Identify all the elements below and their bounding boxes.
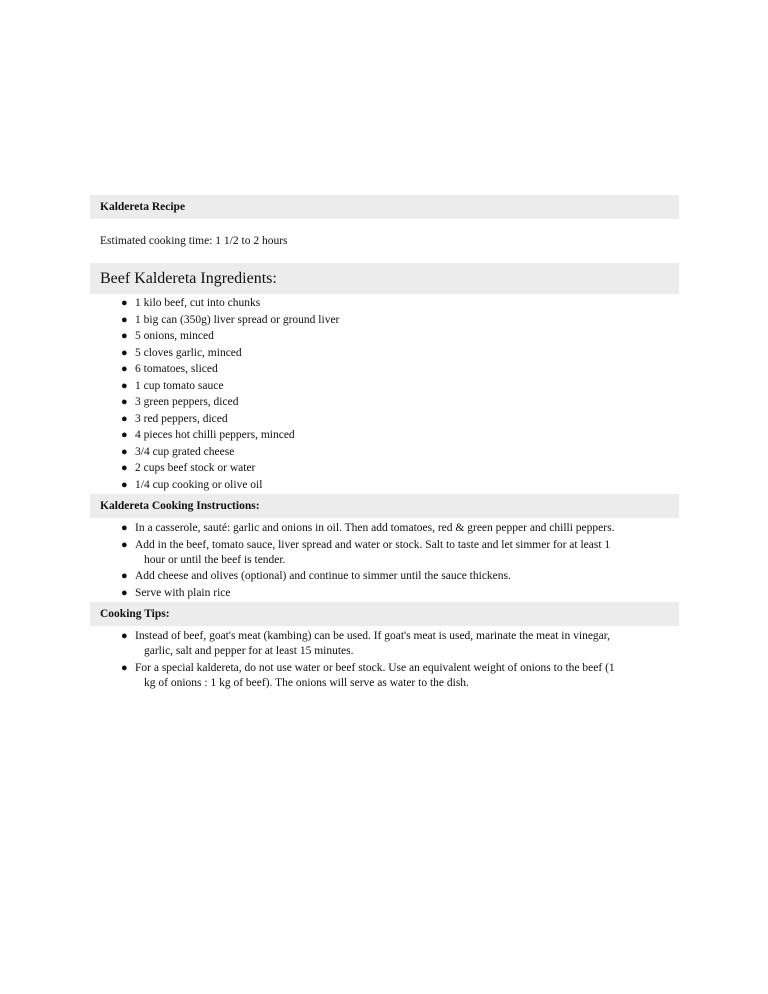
bullet-icon: ● xyxy=(121,570,128,582)
bullet-icon: ● xyxy=(121,538,128,551)
bullet-icon: ● xyxy=(121,346,128,359)
list-item: ● Instead of beef, goat's meat (kambing) can be used. If goat's meat is used, marinate the meat in vinegar, garlic, salt and pepper for at least 15 minutes. xyxy=(121,630,611,657)
bullet-icon: ● xyxy=(121,379,128,392)
list-item: ● 1/4 cup cooking or olive oil xyxy=(121,478,263,491)
bullet-icon: ● xyxy=(121,313,128,326)
list-item: ● 5 onions, minced xyxy=(121,330,214,342)
bullet-icon: ● xyxy=(121,661,128,674)
ingredients-heading: Beef Kaldereta Ingredients: xyxy=(90,263,679,294)
list-item: ● 1 big can (350g) liver spread or ground liver xyxy=(121,313,340,326)
bullet-icon: ● xyxy=(121,445,128,458)
bullet-icon: ● xyxy=(121,412,128,425)
list-item: ● Add in the beef, tomato sauce, liver spread and water or stock. Salt to taste and let simmer for at least 1 hour or until the beef is tender. xyxy=(121,538,611,566)
list-item: ● 1 cup tomato sauce xyxy=(121,379,224,392)
bullet-icon: ● xyxy=(121,330,128,342)
bullet-icon: ● xyxy=(121,478,128,491)
bullet-icon: ● xyxy=(121,396,128,408)
list-item: ● Serve with plain rice xyxy=(121,586,231,599)
list-item: ● 4 pieces hot chilli peppers, minced xyxy=(121,429,295,441)
tips-list xyxy=(90,629,679,691)
tips-heading: Cooking Tips: xyxy=(90,602,679,626)
list-item: ● In a casserole, sauté: garlic and onions in oil. Then add tomatoes, red & green pepper and chilli peppers. xyxy=(121,522,615,534)
list-item: ● 3 red peppers, diced xyxy=(121,412,228,425)
list-item: ● Add cheese and olives (optional) and continue to simmer until the sauce thickens. xyxy=(121,570,511,582)
bullet-icon: ● xyxy=(121,586,128,599)
bullet-icon: ● xyxy=(121,363,128,375)
bullet-icon: ● xyxy=(121,297,128,309)
bullet-icon: ● xyxy=(121,522,128,534)
list-item: ● 5 cloves garlic, minced xyxy=(121,346,242,359)
instructions-heading: Kaldereta Cooking Instructions: xyxy=(90,494,679,518)
cooking-time: Estimated cooking time: 1 1/2 to 2 hours xyxy=(100,235,288,247)
recipe-title: Kaldereta Recipe xyxy=(90,195,679,219)
bullet-icon: ● xyxy=(121,429,128,441)
list-item: ● 3/4 cup grated cheese xyxy=(121,445,235,458)
list-item: ● 1 kilo beef, cut into chunks xyxy=(121,297,261,309)
list-item: ● 2 cups beef stock or water xyxy=(121,462,256,474)
list-item: ● For a special kaldereta, do not use water or beef stock. Use an equivalent weight of onions to the beef (1 kg of onions : 1 kg of beef). The onions will serve as water to the dish. xyxy=(121,661,615,689)
ingredients-list xyxy=(90,296,679,493)
bullet-icon: ● xyxy=(121,630,128,642)
list-item: ● 6 tomatoes, sliced xyxy=(121,363,218,375)
list-item: ● 3 green peppers, diced xyxy=(121,396,239,408)
recipe-document xyxy=(90,195,679,692)
instructions-list xyxy=(90,521,679,601)
bullet-icon: ● xyxy=(121,462,128,474)
